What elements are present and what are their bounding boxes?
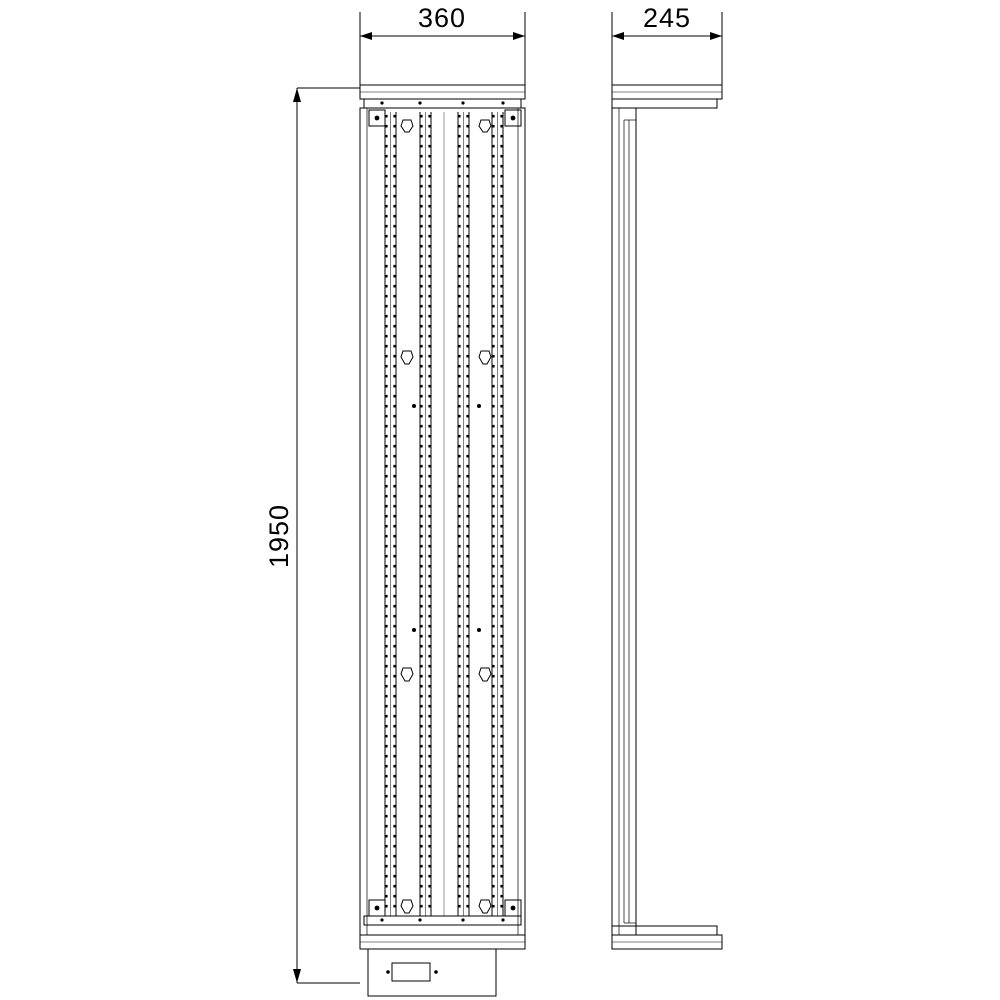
- side-bottom-rail: [612, 926, 717, 935]
- clip-icon: [479, 668, 491, 681]
- fastener-dot: [477, 404, 481, 408]
- dimension-label-width: 360: [417, 3, 467, 33]
- bolt-icon: [511, 116, 516, 121]
- fastener-dot: [418, 918, 421, 921]
- fastener-dot: [418, 101, 421, 104]
- fastener-dot: [412, 628, 416, 632]
- front-bottom-rail: [364, 916, 521, 925]
- fastener-dot: [380, 101, 383, 104]
- bolt-icon: [511, 906, 516, 911]
- clip-icon: [401, 120, 413, 132]
- dimension-height-1950: [293, 88, 360, 983]
- arrow-down-icon: [293, 969, 301, 983]
- fastener-dot: [461, 101, 464, 104]
- clip-icon: [479, 900, 491, 913]
- clip-icon: [479, 351, 491, 364]
- front-base-detail: [392, 963, 430, 981]
- fastener-dot: [501, 918, 504, 921]
- front-top-rail: [364, 99, 521, 108]
- arrow-right-icon: [513, 32, 525, 40]
- dimension-label-depth: 245: [642, 3, 692, 33]
- clip-icon: [479, 120, 491, 132]
- arrow-left-icon: [612, 32, 624, 40]
- clip-icon: [401, 900, 413, 913]
- arrow-left-icon: [360, 32, 372, 40]
- fastener-dot: [477, 628, 481, 632]
- dimension-label-height: 1950: [264, 503, 294, 569]
- side-view: [612, 85, 722, 949]
- fastener-dot: [386, 970, 390, 974]
- arrow-up-icon: [293, 88, 301, 102]
- fastener-dot: [412, 404, 416, 408]
- arrow-right-icon: [710, 32, 722, 40]
- fastener-dot: [501, 101, 504, 104]
- clip-icon: [401, 351, 413, 364]
- clip-icon: [401, 668, 413, 681]
- rail-clips: [401, 120, 491, 913]
- side-top-rail: [612, 99, 717, 108]
- front-view: [360, 85, 525, 996]
- bolt-icon: [375, 906, 380, 911]
- fastener-dot: [434, 970, 438, 974]
- fastener-dot: [380, 918, 383, 921]
- fastener-dot: [461, 918, 464, 921]
- bolt-icon: [375, 116, 380, 121]
